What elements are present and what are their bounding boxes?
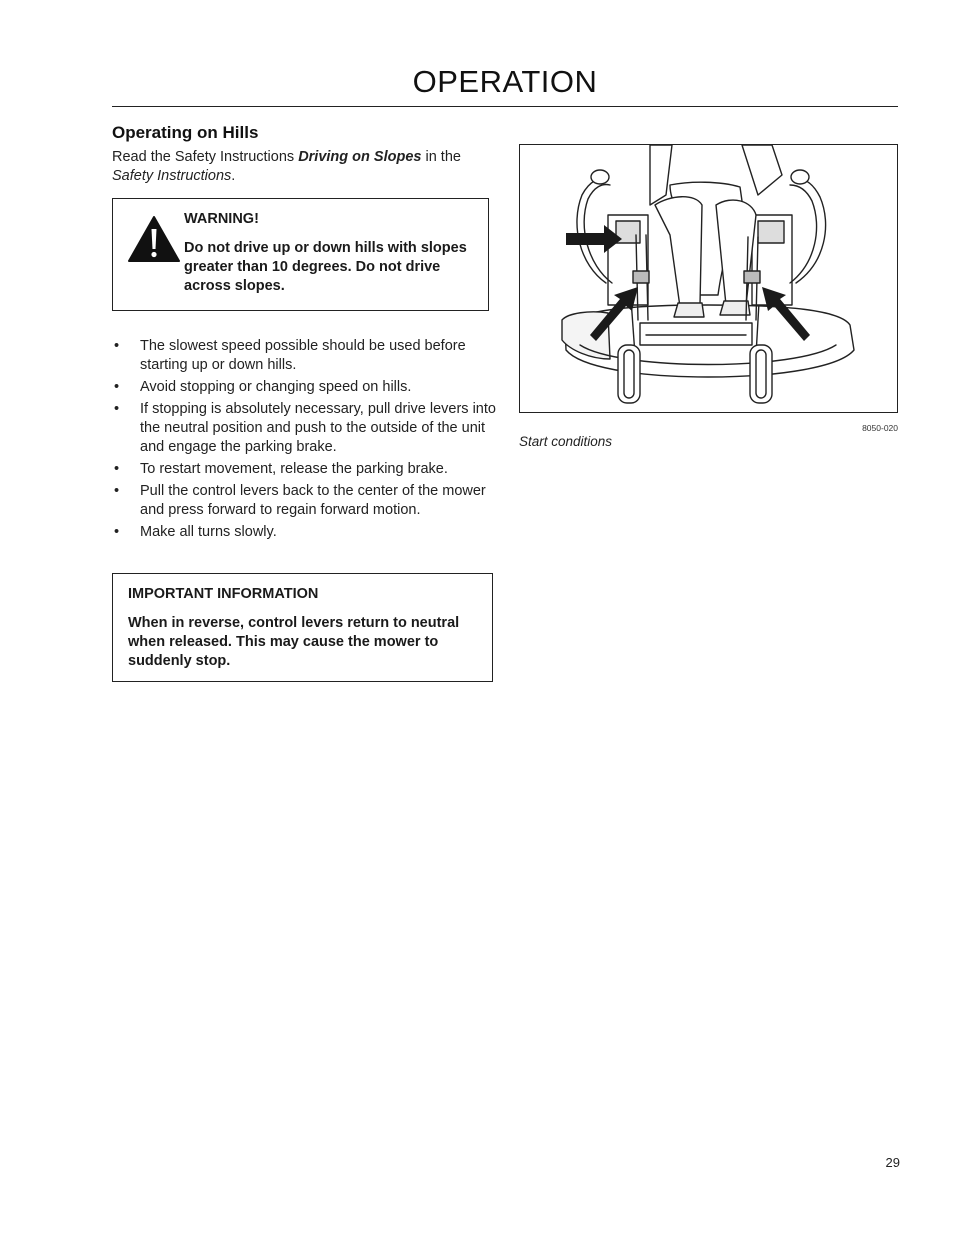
intro-text-3: . bbox=[231, 168, 236, 184]
page-number: 29 bbox=[885, 1155, 900, 1170]
section-title: OPERATION bbox=[412, 64, 598, 99]
header-divider bbox=[112, 106, 898, 107]
bullet-marker: • bbox=[114, 483, 120, 499]
warning-title: WARNING! bbox=[184, 211, 259, 227]
list-item-text: The slowest speed possible should be used before starting up or down hills. bbox=[140, 338, 466, 373]
list-item bbox=[112, 460, 497, 479]
list-item-text: Avoid stopping or changing speed on hills. bbox=[140, 379, 412, 395]
instruction-list bbox=[112, 337, 497, 545]
warning-box bbox=[112, 198, 489, 311]
important-info-text: When in reverse, control levers return to neutral when released. This may cause the mower to suddenly stop. bbox=[128, 615, 460, 669]
intro-text-2: in the bbox=[421, 149, 461, 165]
bullet-marker: • bbox=[114, 379, 120, 395]
bullet-marker: • bbox=[114, 338, 120, 354]
bullet-marker: • bbox=[114, 401, 120, 417]
intro-paragraph bbox=[112, 148, 497, 186]
list-item-text: Make all turns slowly. bbox=[140, 524, 277, 540]
list-item-text: To restart movement, release the parking brake. bbox=[140, 461, 448, 477]
intro-text-1: Read the Safety Instructions bbox=[112, 149, 299, 165]
bullet-marker: • bbox=[114, 524, 120, 540]
figure-code: 8050-020 bbox=[862, 423, 898, 433]
important-info-box bbox=[112, 573, 493, 682]
list-item-text: Pull the control levers back to the center of the mower and press forward to regain forward motion. bbox=[140, 483, 486, 518]
warning-triangle-icon bbox=[127, 215, 181, 263]
intro-emphasis: Driving on Slopes bbox=[298, 149, 422, 165]
figure-caption: Start conditions bbox=[519, 434, 613, 449]
list-item bbox=[112, 400, 497, 457]
mower-illustration bbox=[519, 144, 898, 413]
page-heading: Operating on Hills bbox=[112, 123, 259, 142]
bullet-marker: • bbox=[114, 461, 120, 477]
intro-reference: Safety Instructions bbox=[112, 168, 232, 184]
list-item bbox=[112, 337, 497, 375]
list-item bbox=[112, 523, 497, 542]
important-info-title: IMPORTANT INFORMATION bbox=[128, 586, 319, 602]
warning-text: Do not drive up or down hills with slopes greater than 10 degrees. Do not drive across slopes. bbox=[184, 240, 467, 294]
list-item bbox=[112, 482, 497, 520]
mower-drawing bbox=[520, 145, 896, 411]
list-item bbox=[112, 378, 497, 397]
list-item-text: If stopping is absolutely necessary, pull drive levers into the neutral position and push to the outside of the unit and engage the parking brake. bbox=[140, 401, 496, 455]
